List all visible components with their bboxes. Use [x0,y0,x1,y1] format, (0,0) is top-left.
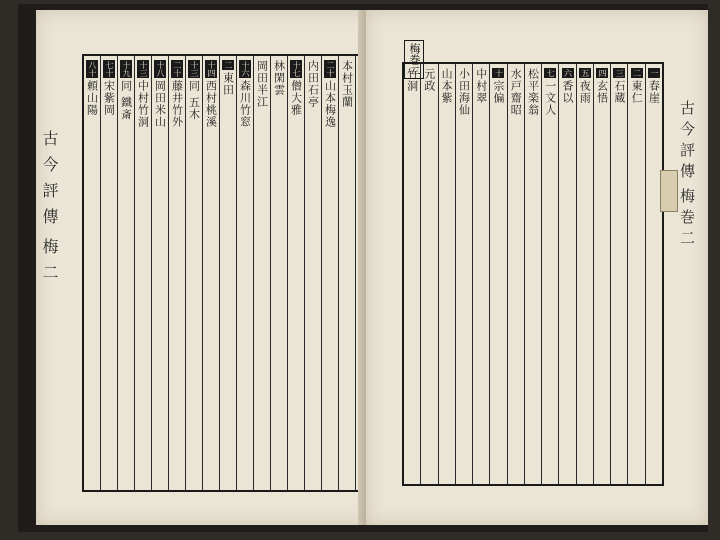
left-column [236,56,253,490]
left-column-text: 僧大雅 [289,80,303,116]
left-column-number: 二十 [326,61,335,77]
left-column-number: 十七 [292,61,301,77]
left-side-title-text: 古今評傳 [40,130,59,234]
left-column-text: 頼山陽 [85,80,99,116]
right-column [420,64,437,484]
left-column-text: 東田 [221,72,235,96]
right-column-text: 一文人 [543,80,557,116]
left-table [82,54,374,492]
left-column-number: 二 [224,61,233,69]
right-column-number: 七 [546,69,556,77]
right-column-text: 元政 [422,68,436,92]
right-column-number: 一 [649,69,659,77]
right-column [627,64,644,484]
left-column-number: 十四 [207,61,216,77]
left-column-text: 同 五木 [187,80,201,121]
left-column [185,56,202,490]
right-column [610,64,627,484]
right-column [455,64,472,484]
left-column-number: 七十 [105,61,114,77]
right-column-number: 二 [632,69,642,77]
left-column-number: 十三 [139,61,148,77]
left-column-number: 八十 [88,61,97,77]
left-column-text: 内田石亭 [306,60,320,108]
left-column [253,56,270,490]
right-column-number: 六 [563,69,573,77]
right-side-title [674,100,700,450]
left-column-number: 十三 [190,61,199,77]
left-column [117,56,134,490]
left-column [321,56,338,490]
left-column [304,56,321,490]
left-column-text: 宋紫岡 [102,80,116,116]
right-column-number: 十 [494,69,504,77]
right-column-text: 香以 [561,80,575,104]
open-book [18,4,708,532]
left-column [202,56,219,490]
right-column [438,64,455,484]
left-column-text: 西村桃溪 [204,80,218,128]
right-page [366,10,708,525]
right-page-label: 梅巻二 [404,40,424,79]
right-column [507,64,524,484]
left-side-title [38,130,60,470]
left-column-number: 十九 [122,61,131,77]
right-column-number: 四 [598,69,608,77]
left-column-text: 林閑雲 [272,60,286,96]
left-column [100,56,117,490]
right-column-text: 水戸齋昭 [509,68,523,116]
right-column-text: 東仁 [630,80,644,104]
right-column-text: 夜雨 [578,80,592,104]
left-column [168,56,185,490]
right-column [472,64,489,484]
right-column-text: 松平楽翁 [526,68,540,116]
right-side-title-text: 古今評傳 [678,100,696,184]
left-column-number: 十八 [156,61,165,77]
left-column-number: 二十 [173,61,182,77]
left-page [36,10,376,525]
left-column-text: 岡田半江 [255,60,269,108]
left-column-text: 森川竹窓 [238,80,252,128]
right-grid [404,64,662,484]
right-column-text: 石蔵 [612,80,626,104]
right-column-text: 小田海仙 [457,68,471,116]
left-column-text: 中村竹洞 [136,80,150,128]
left-column [151,56,168,490]
left-side-volume: 梅二 [40,238,59,290]
right-column [489,64,506,484]
right-column-text: 玄悟 [595,80,609,104]
left-column-text: 藤井竹外 [170,80,184,128]
left-column-text: 本村玉蘭 [340,60,354,108]
right-column [524,64,541,484]
right-column-number: 三 [615,69,625,77]
right-column [645,64,662,484]
right-column [576,64,593,484]
right-column [558,64,575,484]
right-side-volume: 梅巻二 [678,188,696,251]
left-column-text: 山本梅逸 [323,80,337,128]
left-column [219,56,236,490]
right-column [541,64,558,484]
left-column [287,56,304,490]
right-column-text: 宗偏 [491,80,505,104]
right-column [593,64,610,484]
left-column-text: 同 鐵斎 [119,80,133,121]
right-column-text: 中村翠 [474,68,488,104]
left-column [84,56,100,490]
left-column-number: 十六 [241,61,250,77]
left-column [270,56,287,490]
right-column-text: 春崖 [647,80,661,104]
right-column [404,64,420,484]
left-column-text: 岡田米山 [153,80,167,128]
paper-clip [660,170,678,212]
right-column-text: 山本紫 [440,68,454,104]
left-column [338,56,355,490]
left-column [134,56,151,490]
right-column-text: 竹洞 [405,68,419,92]
right-table [402,62,664,486]
right-column-number: 五 [580,69,590,77]
left-grid [84,56,372,490]
